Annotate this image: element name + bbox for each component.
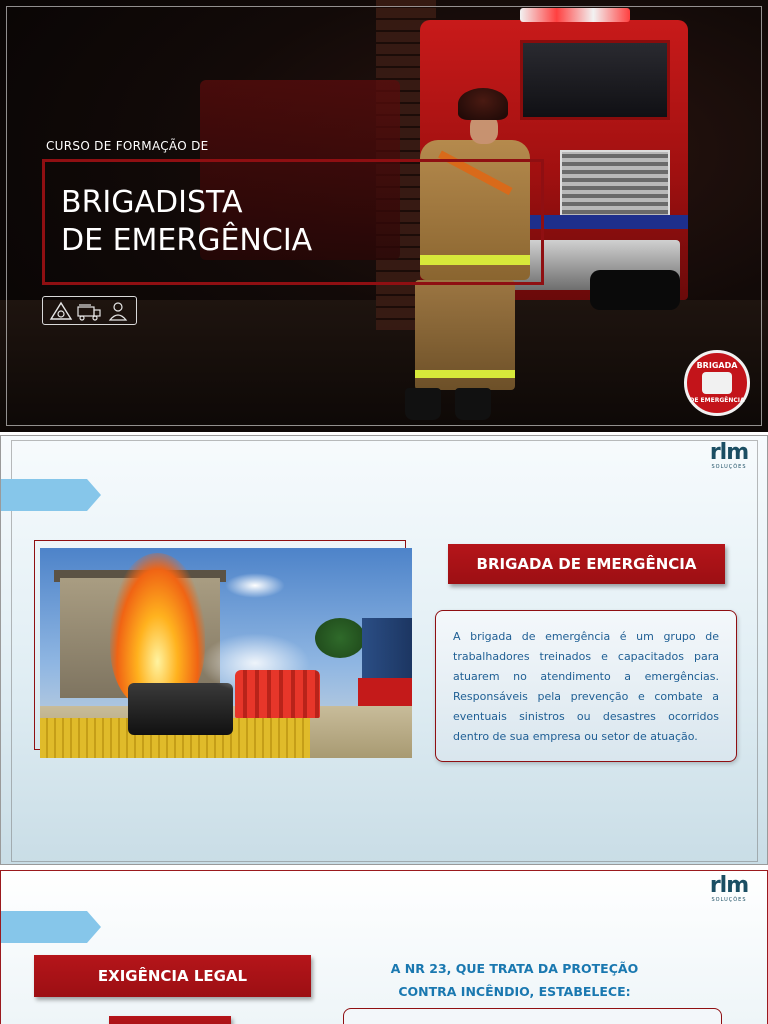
slide-border [6,6,762,426]
nr23-line2: CONTRA INCÊNDIO, ESTABELECE: [398,984,631,999]
sub-header-tab [109,1016,231,1024]
brigade-definition-slide [0,435,768,865]
rlm-logo-sub: SOLUÇÕES [711,897,747,903]
legal-header: EXIGÊNCIA LEGAL [34,955,311,997]
rlm-logo-word: rlm [709,440,749,465]
legal-requirement-slide [0,870,768,1024]
definition-text: A brigada de emergência é um grupo de trabalhadores treinados e capacitados para atuarem no atendimento a emergências. Responsáveis pela prevenção e combate a eventuais sinistros ou desastres ocorridos dentro de sua empresa ou setor de atuação. [453,630,719,743]
brigade-header: BRIGADA DE EMERGÊNCIA [448,544,725,584]
rlm-logo-sub: SOLUÇÕES [711,464,747,470]
nr23-statement [367,957,662,1003]
rlm-logo [703,875,755,903]
fire-training-photo [40,548,412,758]
definition-box [435,610,737,762]
course-subtitle: CURSO DE FORMAÇÃO DE [46,139,209,153]
nr23-content-box [343,1008,722,1024]
rlm-logo-word: rlm [709,873,749,898]
course-title-line1: BRIGADISTA [61,185,243,220]
nr23-line1: A NR 23, QUE TRATA DA PROTEÇÃO [390,961,639,976]
course-title-line2: DE EMERGÊNCIA [61,223,313,258]
arrow-tab-decoration [1,911,101,943]
seal-text-top: BRIGADA [696,361,738,370]
arrow-tab-decoration [1,479,101,511]
cover-slide [0,0,768,432]
photo-cloud [225,573,285,598]
photo-firefighter-crew [235,670,320,718]
rlm-logo [703,442,755,470]
seal-text-bottom: DE EMERGÊNCIA [689,397,745,404]
photo-tree [315,618,365,658]
